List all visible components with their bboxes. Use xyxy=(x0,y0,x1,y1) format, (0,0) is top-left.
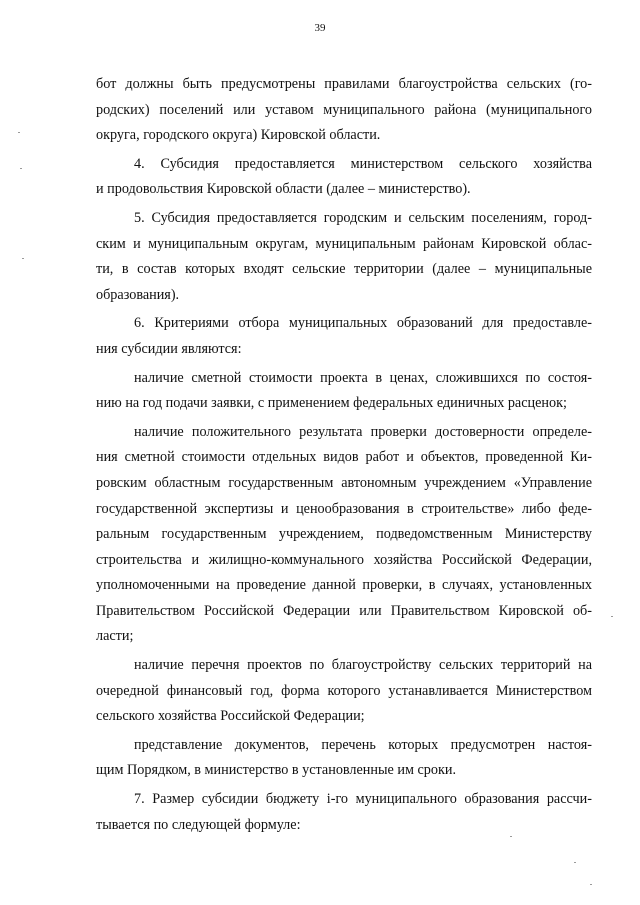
text-line: наличие перечня проектов по благоустройству сельских территорий на xyxy=(134,657,592,674)
text-line: 5. Субсидия предоставляется городским и сельским поселениям, город- xyxy=(134,209,592,226)
scan-speck xyxy=(611,616,613,617)
text-line: очередной финансовый год, форма которого устанавливается Министерством xyxy=(96,682,592,699)
text-line: бот должны быть предусмотрены правилами благоустройства сельских (го- xyxy=(96,76,592,92)
paragraph-item-6 xyxy=(96,311,592,362)
text-line: родских) поселений или уставом муниципального района (муниципального xyxy=(96,101,592,118)
text-line: ласти; xyxy=(96,628,134,645)
paragraph-item-7 xyxy=(96,787,592,838)
text-line: тывается по следующей формуле: xyxy=(96,816,301,833)
text-line: сельского хозяйства Российской Федерации; xyxy=(96,708,365,725)
text-line: образования). xyxy=(96,286,180,303)
text-line: представление документов, перечень которых предусмотрен настоя- xyxy=(134,736,592,753)
text-line: 4. Субсидия предоставляется министерством сельского хозяйства xyxy=(134,155,592,172)
text-line: 6. Критериями отбора муниципальных образований для предоставле- xyxy=(134,315,592,332)
criterion-documents xyxy=(96,733,592,784)
scan-speck xyxy=(20,168,22,169)
text-line: ровским областным государственным автономным учреждением «Управление xyxy=(96,474,592,491)
text-line: и продовольствия Кировской области (далее – министерство). xyxy=(96,181,471,198)
scan-speck xyxy=(510,836,512,837)
paragraph-item-5 xyxy=(96,206,592,308)
text-line: наличие сметной стоимости проекта в ценах, сложившихся по состоя- xyxy=(134,369,592,386)
scan-speck xyxy=(22,258,24,259)
text-line: 7. Размер субсидии бюджету i-го муниципального образования рассчи- xyxy=(134,791,592,808)
document-body xyxy=(96,72,592,838)
page-number: 39 xyxy=(314,22,326,34)
scan-speck xyxy=(590,884,592,885)
text-line: ния субсидии являются: xyxy=(96,340,242,357)
paragraph-continuation xyxy=(96,72,592,149)
text-line: государственной экспертизы и ценообразования в строительстве» либо феде- xyxy=(96,500,592,517)
scan-speck xyxy=(18,132,20,133)
text-line: уполномоченными на проведение данной проверки, в случаях, установленных xyxy=(96,577,592,594)
text-line: ским и муниципальным округам, муниципальным районам Кировской облас- xyxy=(96,235,592,252)
text-line: ти, в состав которых входят сельские территории (далее – муниципальные xyxy=(96,261,592,278)
criterion-project-list xyxy=(96,653,592,730)
text-line: ния сметной стоимости отдельных видов работ и объектов, проведенной Ки- xyxy=(96,449,592,466)
criterion-estimate-cost xyxy=(96,366,592,417)
paragraph-item-4 xyxy=(96,152,592,203)
text-line: щим Порядком, в министерство в установленные им сроки. xyxy=(96,762,456,779)
text-line: ральным государственным учреждением, подведомственным Министерству xyxy=(96,526,592,543)
text-line: нию на год подачи заявки, с применением федеральных единичных расценок; xyxy=(96,395,567,412)
text-line: наличие положительного результата проверки достоверности определе- xyxy=(134,423,592,440)
scan-speck xyxy=(574,862,576,863)
text-line: Правительством Российской Федерации или Правительством Кировской об- xyxy=(96,602,592,619)
text-line: строительства и жилищно-коммунального хозяйства Российской Федерации, xyxy=(96,551,592,568)
criterion-verification-result xyxy=(96,420,592,650)
text-line: округа, городского округа) Кировской области. xyxy=(96,127,381,144)
